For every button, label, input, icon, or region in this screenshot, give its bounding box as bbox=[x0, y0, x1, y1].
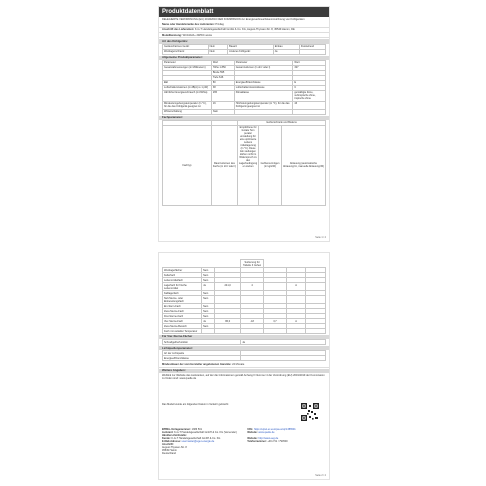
table-row: Kellerfach Nein bbox=[163, 273, 326, 278]
footer-right: URL: https://eprel.ec.europa.eu/qr/1386501 Website: www.quelle.de Website: http://www.eeg.de Telefonnummer: +49 2 51 / 790500 bbox=[247, 428, 296, 443]
eprel-url-link[interactable]: https://eprel.ec.europa.eu/qr/1386501 bbox=[253, 428, 296, 431]
table-row: Weinlagerschrank: Nein Anderes Kühlgerät: Ja bbox=[163, 49, 326, 54]
supplier-name-line: Name oder Handelsmarke des Lieferanten: Privileg bbox=[159, 22, 329, 27]
table-row: Ein-Stern-Fach Nein bbox=[163, 304, 326, 309]
table-row: Energieeffizienzklasse bbox=[163, 356, 326, 361]
table-row: Zwei-Sterne-Bereich Nein bbox=[163, 324, 326, 329]
appliance-type-table bbox=[162, 44, 326, 55]
email-link[interactable]: usermaster@eger-energie.de bbox=[181, 440, 215, 443]
table-row: Geräuscharmes Gerät: Nein Bauart: Einbau Freistehend bbox=[163, 44, 326, 49]
section-appliance-type: Art des Kühlgeräts: bbox=[159, 39, 329, 43]
table-row: Zwei-Sterne-Fach Nein bbox=[163, 309, 326, 314]
general-params-table bbox=[162, 60, 326, 115]
table-row: EEI 80 Energieeffizienzklasse E bbox=[163, 80, 326, 85]
table-row: Gesamtabmessungen (in Millimetern) Höhe 1.850 Gesamtvolumen (in dm³ oder l) 327 bbox=[163, 65, 326, 70]
section-compartment-params: Fachparameter: bbox=[159, 116, 329, 120]
footer-left: EPREL-Vorlagenummer: 1386 501 Lieferant: K-G-T Handelsgesellschaft GmbH & Co. KG (Versender) Händlerschnittstelle: Kunde: K-G-T Handelsgesellschaft GmbH & Co. KG E-Mail-Adresse: usermaster@eger-energie.de Anschrift: August-Thyssen-Str. 8 45549 Hamm Deutschland bbox=[162, 428, 237, 455]
four-star-table bbox=[162, 339, 326, 345]
table-row: Weinlagerfächer Nein bbox=[163, 268, 326, 273]
warranty-line: Mindestdauer der vom Hersteller angebotenen Garantie: 24 Monate bbox=[159, 362, 329, 367]
website-link-2[interactable]: http://www.eeg.de bbox=[258, 437, 279, 440]
table-row: Lagerfach für frische Lebensmittel Ja 241,0 4 A bbox=[163, 283, 326, 291]
regulation-intro: DELEGIERTE VERORDNUNG (EU) 2019/2016 DER KOMMISSION zur Energieverbrauchskennzeichnung von Kühlgeräten bbox=[162, 18, 305, 21]
section-light-source: Lichtquellenparameter: bbox=[159, 346, 329, 350]
compartment-rows-table bbox=[162, 259, 326, 334]
qr-note: Das Modell wurde am folgenden Datum in Verkehr gebracht bbox=[162, 403, 229, 406]
page-number: Seite 2 / 2 bbox=[315, 474, 326, 477]
table-row: Lebensmittelfach Nein bbox=[163, 278, 326, 283]
table-row: Drei-Sterne-Fach Nein bbox=[163, 314, 326, 319]
supplier-address-line: Anschrift des Lieferanten: K-G-T Handelsgesellschaft GmbH & Co. KG, August-Thyssen-Str. 8, 45549 Hamm, DE bbox=[159, 28, 329, 33]
table-row: Kaltlagerfach Nein bbox=[163, 291, 326, 296]
table-row: Winterschaltung Nein bbox=[163, 109, 326, 114]
table-row: Jährlicher Energieverbrauch (in kWh/a) 265 Klimaklasse gemäßigte Zone, subtropische Zone, tropische Zone bbox=[163, 90, 326, 101]
table-header-row: Gefrierschrank und Bodens bbox=[163, 120, 326, 125]
table-row: Mindestumgebungstemperatur (in °C), für die das Kühlgerät geeignet ist 16 Höchstumgebungstemperatur (in °C), für die das Kühlgerät geeignet ist 43 bbox=[163, 101, 326, 109]
datasheet-page-1 bbox=[158, 6, 330, 242]
qr-code-icon[interactable] bbox=[301, 403, 319, 421]
compartment-params-table bbox=[162, 120, 326, 206]
table-row: Vier-Sterne-Fach Ja 86,0 -18 3,7 A bbox=[163, 319, 326, 324]
table-row: Luftschallemissionen (in dB(A) re 1 pW) 38 Luftschallemissionsklasse C bbox=[163, 85, 326, 90]
table-row: Null-Sterne- oder Eisbereitungsfach Nein bbox=[163, 296, 326, 304]
table-row: Fachtyp Raumvolumen des Fachs (in dm³ oder l) Empfohlene für fentale Tem peratur einstellung für eine optimierte Lebens mittellagerung (in °C). Diese Ein stellungen dürfen nicht im Widerspruch zu den Lagerbedingungen stehen Gefriervermögen (in kg/24h) Abtauung (automatische Abtauung=A, manuelle Abtauung=M) bbox=[163, 125, 326, 205]
table-header-row: Parameter Wert Parameter Wert bbox=[163, 60, 326, 65]
section-more-info: Weitere Angaben: bbox=[159, 369, 329, 373]
datasheet-page-2 bbox=[158, 252, 330, 480]
more-info-text: Weblink zur Website des Lieferanten, auf der die Informationen gemäß Anhang II Nummer 4 der Verordnung (EU) 2019/2019 der Kommission zu finden sind: www.quelle.de bbox=[162, 373, 325, 381]
light-source-table bbox=[162, 350, 326, 361]
website-link[interactable]: www.quelle.de bbox=[258, 431, 275, 434]
table-header-row: Sortierung für Tabelle 3 ziehen bbox=[163, 260, 326, 268]
model-id-line: Modellkennung: WC1102A+ 2WWC weiss bbox=[159, 33, 329, 38]
table-row: Tiefe 646 bbox=[163, 75, 326, 80]
table-row: Breite 595 bbox=[163, 70, 326, 75]
section-four-star: Für Vier-Sterne-Fächer bbox=[159, 335, 329, 339]
table-row: Schnellgefrierfunktion Ja bbox=[163, 340, 326, 345]
section-general-params: Allgemeine Produktparameter: bbox=[159, 56, 329, 60]
page-title: Produktdatenblatt bbox=[159, 7, 329, 17]
table-row: Art der Lichtquelle bbox=[163, 351, 326, 356]
table-row: Fach mit variabler Temperatur bbox=[163, 329, 326, 334]
page-number: Seite 1 / 2 bbox=[315, 236, 326, 239]
